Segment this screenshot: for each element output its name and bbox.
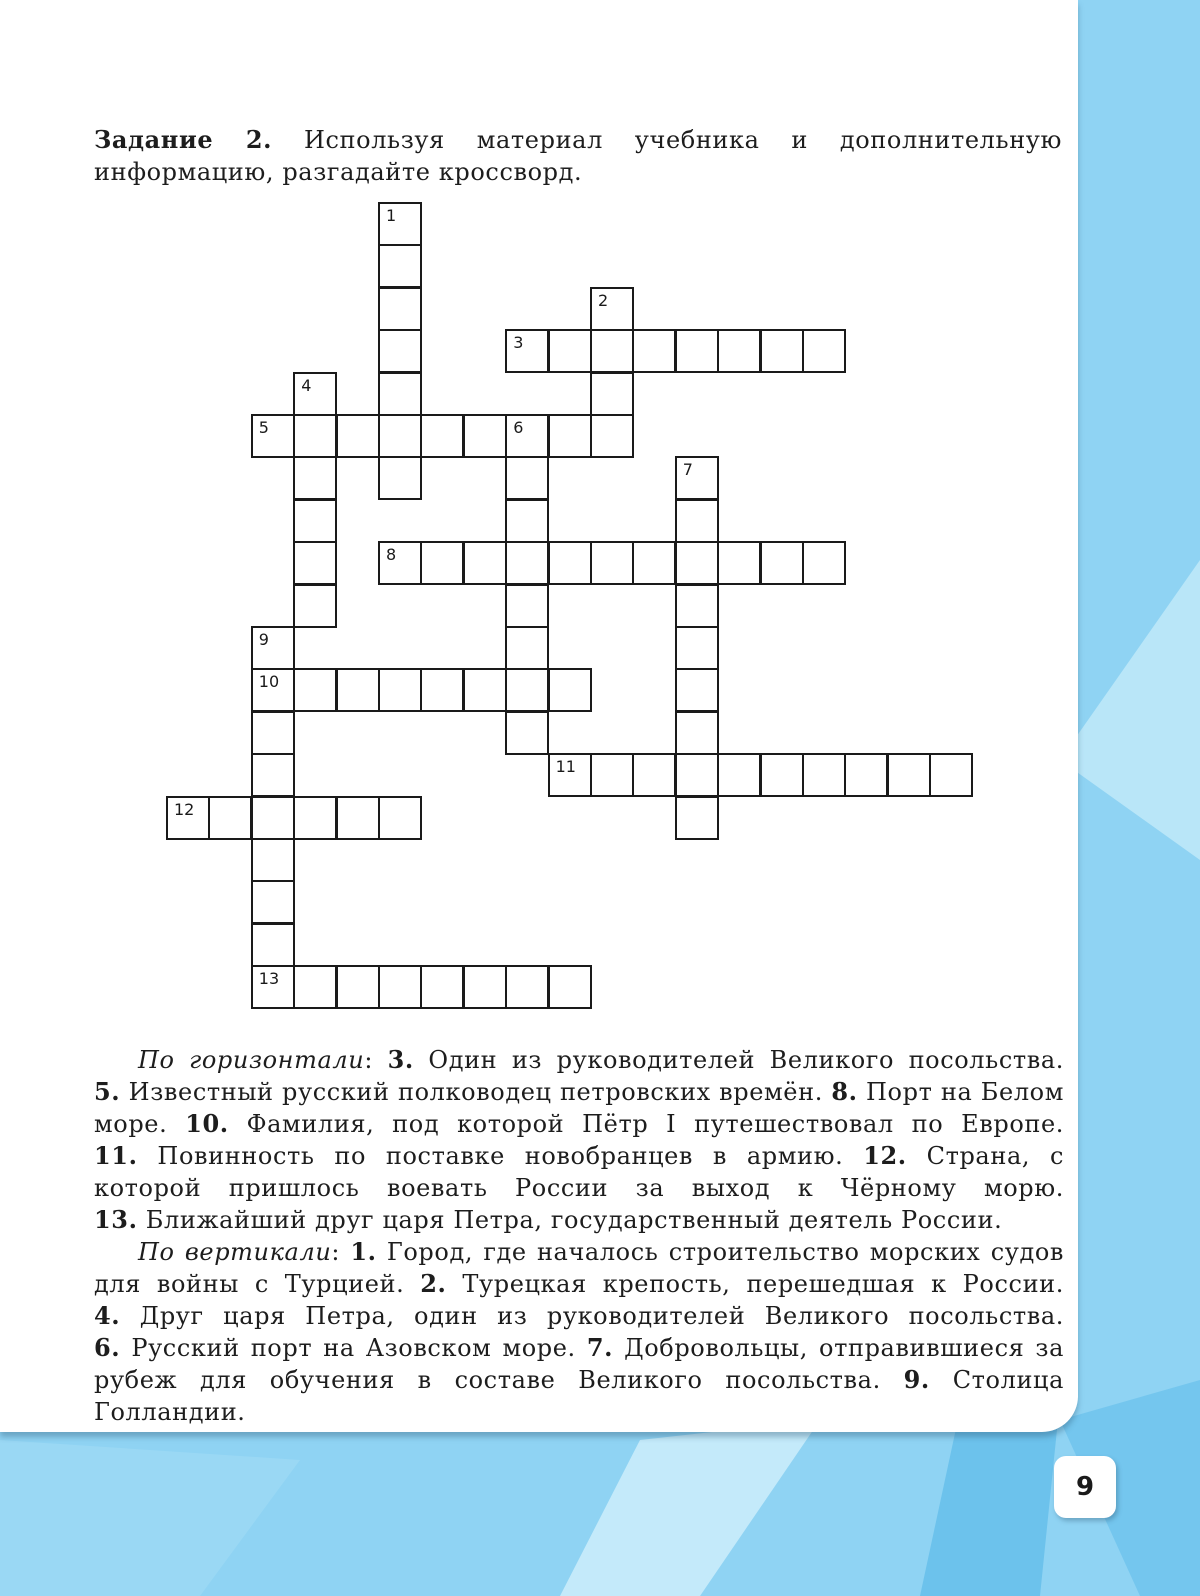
- crossword-cell[interactable]: [675, 626, 719, 670]
- crossword-cell[interactable]: [293, 965, 337, 1009]
- crossword-cell[interactable]: [675, 668, 719, 712]
- crossword-cell[interactable]: [548, 753, 592, 797]
- horizontal-clue-number: 11.: [94, 1141, 138, 1170]
- horizontal-clue-text: Фамилия, под которой Пётр I путешествовал по Европе.: [228, 1110, 1064, 1138]
- crossword-cell[interactable]: [632, 753, 676, 797]
- vertical-title: По вертикали: [138, 1238, 332, 1266]
- crossword-cell[interactable]: [590, 541, 634, 585]
- crossword-cell[interactable]: [802, 541, 846, 585]
- crossword-cell[interactable]: [293, 796, 337, 840]
- crossword-cell[interactable]: [632, 541, 676, 585]
- task-label: Задание 2.: [94, 125, 273, 154]
- crossword-cell[interactable]: [336, 796, 380, 840]
- crossword-cell[interactable]: [590, 372, 634, 416]
- horizontal-clue-number: 5.: [94, 1077, 121, 1106]
- clue-number-label: 1: [386, 206, 397, 225]
- crossword-cell[interactable]: [675, 584, 719, 628]
- vertical-clue-number: 4.: [94, 1301, 121, 1330]
- vertical-clue-number: 6.: [94, 1333, 121, 1362]
- crossword-cell[interactable]: [293, 499, 337, 543]
- crossword-cell[interactable]: [378, 668, 422, 712]
- crossword-cell[interactable]: [760, 541, 804, 585]
- crossword-cell[interactable]: [420, 414, 464, 458]
- crossword-cell[interactable]: [166, 796, 210, 840]
- crossword-cell[interactable]: [378, 202, 422, 246]
- crossword-cell[interactable]: [293, 668, 337, 712]
- crossword-cell[interactable]: [590, 414, 634, 458]
- crossword-cell[interactable]: [463, 541, 507, 585]
- crossword-cell[interactable]: [378, 372, 422, 416]
- crossword-cell[interactable]: [505, 414, 549, 458]
- crossword-cell[interactable]: [251, 414, 295, 458]
- task-text: Используя материал учебника и дополнительную информацию, разгадайте кроссворд.: [94, 126, 1062, 186]
- crossword-cell[interactable]: [378, 965, 422, 1009]
- crossword-cell[interactable]: [505, 626, 549, 670]
- crossword-cell[interactable]: [505, 584, 549, 628]
- horizontal-clue-text: Порт на Белом море.: [94, 1078, 1064, 1138]
- crossword-cell[interactable]: [420, 965, 464, 1009]
- vertical-clue-text: Друг царя Петра, один из руководителей Великого посольства.: [120, 1302, 1064, 1330]
- crossword-cell[interactable]: [208, 796, 252, 840]
- clue-number-label: 6: [513, 418, 524, 437]
- crossword-cell[interactable]: [378, 456, 422, 500]
- crossword-cell[interactable]: [293, 541, 337, 585]
- crossword-cell[interactable]: [336, 414, 380, 458]
- crossword-cell[interactable]: [293, 456, 337, 500]
- vertical-clue-number: 9.: [903, 1365, 930, 1394]
- crossword-cell[interactable]: [463, 668, 507, 712]
- clue-number-label: 10: [258, 672, 280, 692]
- crossword-cell[interactable]: [251, 923, 295, 967]
- crossword-cell[interactable]: [844, 753, 888, 797]
- clue-number-label: 4: [301, 375, 312, 395]
- crossword-cell[interactable]: [548, 668, 592, 712]
- vertical-clue-text: Добровольцы, отправившиеся за рубеж для обучения в составе Великого посольства.: [94, 1334, 1064, 1394]
- crossword-cell[interactable]: [251, 965, 295, 1009]
- vertical-clue-text: Турецкая крепость, перешедшая к России.: [446, 1270, 1064, 1298]
- crossword-cell[interactable]: [717, 541, 761, 585]
- crossword-cell[interactable]: [251, 796, 295, 840]
- horizontal-title: По горизонтали: [138, 1046, 365, 1074]
- horizontal-clue-text: Повинность по поставке новобранцев в армию.: [137, 1142, 864, 1170]
- crossword-cell[interactable]: [675, 711, 719, 755]
- crossword-cell[interactable]: [675, 329, 719, 373]
- horizontal-clue-number: 10.: [185, 1109, 229, 1138]
- crossword-cell[interactable]: [802, 753, 846, 797]
- vertical-clue-number: 1.: [350, 1237, 377, 1266]
- crossword-cell[interactable]: [293, 414, 337, 458]
- crossword-cell[interactable]: [717, 329, 761, 373]
- crossword-cell[interactable]: [505, 965, 549, 1009]
- clue-number-label: 9: [258, 630, 269, 649]
- crossword-cell[interactable]: [251, 880, 295, 924]
- page-number: 9: [1054, 1456, 1116, 1518]
- vertical-clue-number: 2.: [420, 1269, 447, 1298]
- crossword-cell[interactable]: [590, 329, 634, 373]
- crossword-cell[interactable]: [632, 329, 676, 373]
- clues-block: [94, 1044, 1064, 1428]
- vertical-clue-text: Город, где началось строительство морских судов для войны с Турцией.: [94, 1238, 1065, 1298]
- crossword-cell[interactable]: [675, 753, 719, 797]
- clue-number-label: 5: [258, 418, 269, 437]
- crossword-cell[interactable]: [590, 753, 634, 797]
- crossword-cell[interactable]: [675, 456, 719, 500]
- crossword-cell[interactable]: [760, 329, 804, 373]
- crossword-cell[interactable]: [251, 753, 295, 797]
- crossword-cell[interactable]: [548, 541, 592, 585]
- crossword-cell[interactable]: [378, 414, 422, 458]
- horizontal-clue-text: Известный русский полководец петровских времён.: [120, 1078, 832, 1106]
- crossword-cell[interactable]: [378, 329, 422, 373]
- crossword-cell[interactable]: [505, 499, 549, 543]
- clue-number-label: 2: [598, 290, 609, 310]
- crossword-cell[interactable]: [420, 668, 464, 712]
- vertical-clue-text: Столица Голландии.: [94, 1366, 1064, 1426]
- crossword-cell[interactable]: [505, 711, 549, 755]
- crossword-cell[interactable]: [251, 668, 295, 712]
- crossword-cell[interactable]: [675, 499, 719, 543]
- clue-number-label: 3: [513, 333, 524, 353]
- horizontal-clue-number: 8.: [831, 1077, 858, 1106]
- crossword-cell[interactable]: [760, 753, 804, 797]
- crossword-cell[interactable]: [378, 287, 422, 331]
- clue-number-label: 11: [555, 757, 576, 777]
- crossword-cell[interactable]: [336, 668, 380, 712]
- clue-number-label: 13: [258, 969, 280, 989]
- horizontal-clue-text: Один из руководителей Великого посольства.: [413, 1046, 1064, 1074]
- crossword-cell[interactable]: [293, 584, 337, 628]
- crossword-cell[interactable]: [505, 329, 549, 373]
- crossword-cell[interactable]: [420, 541, 464, 585]
- crossword-cell[interactable]: [675, 796, 719, 840]
- crossword-cell[interactable]: [378, 541, 422, 585]
- horizontal-clue-number: 12.: [863, 1141, 907, 1170]
- crossword-cell[interactable]: [251, 838, 295, 882]
- horizontal-clue-number: 3.: [387, 1045, 414, 1074]
- vertical-clue-number: 7.: [586, 1333, 614, 1362]
- clue-number-label: 12: [174, 799, 195, 819]
- crossword-cell[interactable]: [293, 372, 337, 416]
- crossword-cell[interactable]: [251, 626, 295, 670]
- horizontal-clue-number: 13.: [94, 1205, 138, 1234]
- crossword-cell[interactable]: [717, 753, 761, 797]
- crossword-cell[interactable]: [336, 965, 380, 1009]
- horizontal-clue-text: Страна, с которой пришлось воевать России за выход к Чёрному морю.: [94, 1142, 1064, 1202]
- crossword-cell[interactable]: [590, 287, 634, 331]
- crossword-cell[interactable]: [505, 541, 549, 585]
- clue-number-label: 7: [682, 460, 693, 480]
- crossword-cell[interactable]: [548, 414, 592, 458]
- crossword-cell[interactable]: [378, 244, 422, 288]
- crossword-cell[interactable]: [887, 753, 931, 797]
- crossword-cell[interactable]: [463, 965, 507, 1009]
- horizontal-clue-text: Ближайший друг царя Петра, государственный деятель России.: [137, 1206, 1003, 1234]
- crossword-cell[interactable]: [548, 965, 592, 1009]
- clues-horizontal: По горизонтали: 3. Один из руководителей Великого посольства. 5. Известный русский полководец петровских времён. 8. Порт на Белом море. 10. Фамилия, под которой Пётр I путешествовал по Европе. 11. Повинность по поставке новобранцев в армию. 12. Страна, с которой пришлось воевать России за выход к Чёрному морю. 13. Ближайший друг царя Петра, государственный деятель России.: [94, 1045, 1064, 1234]
- crossword-cell[interactable]: [505, 668, 549, 712]
- crossword-cell[interactable]: [929, 753, 973, 797]
- crossword-cell[interactable]: [463, 414, 507, 458]
- crossword-cell[interactable]: [251, 711, 295, 755]
- crossword-cell[interactable]: [675, 541, 719, 585]
- crossword-cell[interactable]: [802, 329, 846, 373]
- crossword-cell[interactable]: [548, 329, 592, 373]
- clues-vertical: По вертикали: 1. Город, где началось строительство морских судов для войны с Турцией. 2. Турецкая крепость, перешедшая к России. 4. Друг царя Петра, один из руководителей Великого посольства. 6. Русский порт на Азовском море. 7. Добровольцы, отправившиеся за рубеж для обучения в составе Великого посольства. 9. Столица Голландии.: [94, 1237, 1065, 1426]
- vertical-clue-text: Русский порт на Азовском море.: [120, 1334, 587, 1362]
- crossword-cell[interactable]: [505, 456, 549, 500]
- crossword-cell[interactable]: [378, 796, 422, 840]
- clue-number-label: 8: [386, 545, 397, 565]
